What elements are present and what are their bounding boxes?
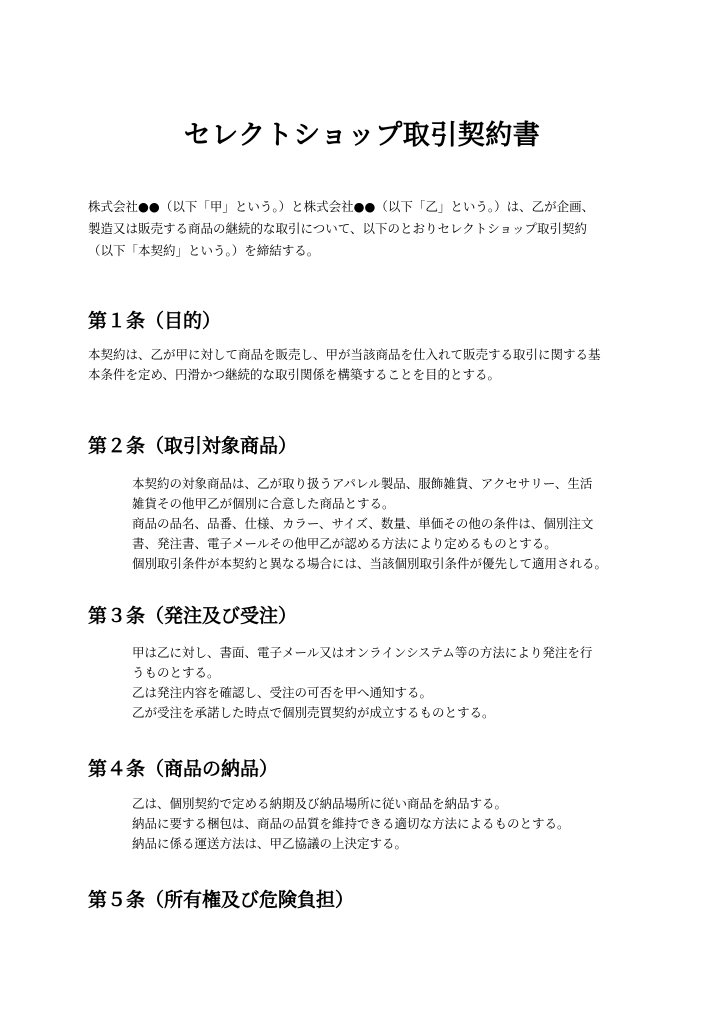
article-1-body [88, 345, 601, 385]
article-4-body [132, 794, 570, 854]
article-line: 本契約の対象商品は、乙が取り扱うアパレル製品、服飾雑貨、アクセサリー、生活 [132, 476, 593, 491]
article-2-body [132, 474, 607, 574]
article-line: 納品に要する梱包は、商品の品質を維持できる適切な方法によるものとする。 [132, 816, 570, 831]
article-line: うものとする。 [132, 665, 220, 680]
article-4-heading: 第４条（商品の納品） [88, 758, 279, 780]
article-5-heading: 第５条（所有権及び危険負担） [88, 889, 355, 911]
article-line: 個別取引条件が本契約と異なる場合には、当該個別取引条件が優先して適用される。 [132, 556, 608, 571]
article-line: 乙は発注内容を確認し、受注の可否を甲へ通知する。 [132, 685, 433, 700]
article-line: 書、発注書、電子メールその他甲乙が認める方法により定めるものとする。 [132, 536, 557, 551]
article-line: 乙は、個別契約で定める納期及び納品場所に従い商品を納品する。 [132, 796, 508, 811]
article-line: 雑貨その他甲乙が個別に合意した商品とする。 [132, 496, 395, 511]
article-line: 乙が受注を承諾した時点で個別売買契約が成立するものとする。 [132, 705, 495, 720]
preamble-line: （以下「本契約」という。）を締結する。 [88, 243, 320, 258]
article-line: 甲は乙に対し、書面、電子メール又はオンラインシステム等の方法により発注を行 [132, 645, 593, 660]
article-3-body [132, 643, 592, 723]
article-line: 納品に係る運送方法は、甲乙協議の上決定する。 [132, 836, 408, 851]
article-1-heading: 第１条（目的） [88, 310, 222, 332]
preamble-line: 株式会社●●（以下「甲」という。）と株式会社●●（以下「乙」という。）は、乙が企画、 [88, 199, 595, 214]
preamble [88, 196, 648, 262]
article-line: 本契約は、乙が甲に対して商品を販売し、甲が当該商品を仕入れて販売する取引に関する基 [88, 347, 601, 362]
article-line: 商品の品名、品番、仕様、カラー、サイズ、数量、単価その他の条件は、個別注文 [132, 516, 594, 531]
preamble-line: 製造又は販売する商品の継続的な取引について、以下のとおりセレクトショップ取引契約 [88, 221, 588, 236]
article-2-heading: 第２条（取引対象商品） [88, 435, 298, 457]
document-title: セレクトショップ取引契約書 [183, 120, 541, 151]
article-3-heading: 第３条（発注及び受注） [88, 605, 298, 627]
article-line: 本条件を定め、円滑かつ継続的な取引関係を構築することを目的とする。 [88, 367, 501, 382]
